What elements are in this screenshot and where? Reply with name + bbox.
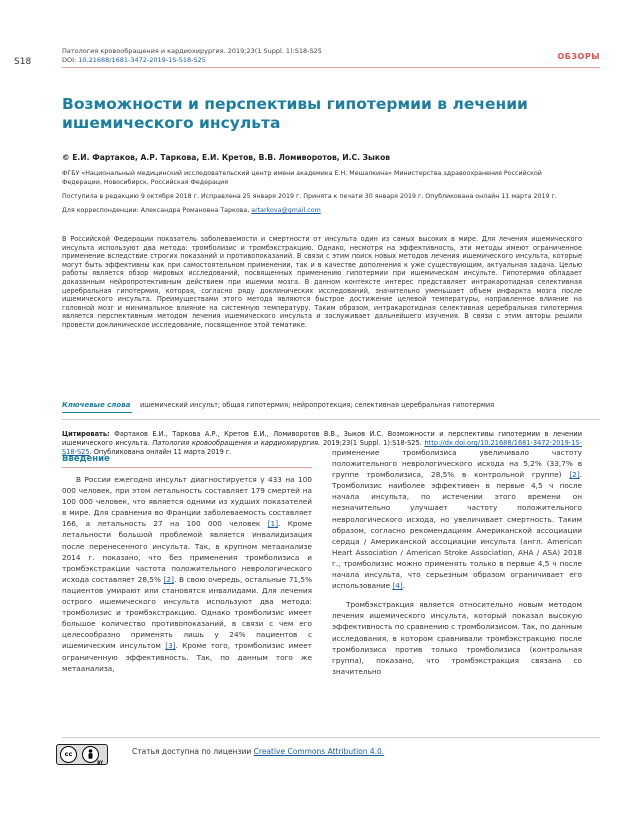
abstract: В Российской Федерации показатель заболеваемости и смертности от инсульта один из самых высоких в мире. Для лечения ишемического инсульта используют два метода: тромболизис и тромбэкстракцию. Однако, несмотря на эффективность, эти методы имеют ограниченное применение вследствие строгих показаний и противопоказаний. В связи с этим поиск новых методов лечения ишемического инсульта, которые могут быть эффективны как при самостоятельном применении, так и в качестве дополнения к уже существующим, актуальная задача. Целью работы является обзор мировых исследований, посвященных применению гипотермии при ишемическом инсульте. Гипотермия обладает доказанным нейропротективным действием при ишемии мозга. В данном контексте интерес представляет интракаротидная селективная церебральная гипотермия, которая, согласно ряду доклинических исследований, значительно уменьшает объем инфаркта мозга после ишемического инсульта. Преимуществами этого метода являются быстрое достижение целевой температуры, направленное влияние на головной мозг и минимальное влияние на системную температуру. Таким образом, интракаротидная селективная церебральная гипотермия является перспективным методом лечения ишемического инсульта и заслуживает дальнейшего изучения. В связи с этим авторы решили провести доклиническое исследование, посвященное этой тематике. (62, 235, 582, 329)
footer-divider (62, 737, 600, 738)
license-text: Статья доступна по лицензии (132, 747, 254, 756)
doi-line (62, 56, 322, 65)
intro-heading: Введение (62, 454, 110, 464)
article-dates: Поступила в редакцию 9 октября 2018 г. Исправлена 25 января 2019 г. Принята к печати 30 января 2019 г. Опубликована онлайн 11 марта 2019 г. (62, 193, 557, 200)
page-number: S18 (14, 57, 32, 67)
cc-by-license-badge[interactable] (56, 744, 108, 765)
doi-prefix: DOI: (62, 56, 79, 64)
abstract-divider (62, 419, 600, 420)
intro-paragraph-1: В России ежегодно инсульт диагностируется у 433 на 100 000 человек, при этом летальность составляет 179 смертей на 100 000 человек, что является одними из худших показателей в мире. Для сравнения во Франции заболеваемость составляет 166, а летальность 27 на 100 000 человек [1]. Кроме летальности большой проблемой является инвалидизация после перенесенного инсульта. Так, в крупном метаанализе 2014 г. показано, что без применения тромболизиса и тромбэкстракции частота положительного неврологического исхода составляет 28,5% [2]. В свою очередь, остальные 71,5% пациентов умирают или становятся инвалидами. Для лечения острого ишемического инсульта используют два метода: тромболизис и тромбэкстракцию. Однако тромболизис имеет большое количество противопоказаний, в связи с чем его целесообразно применять лишь у 24% пациентов с ишемическим инсультом [3]. Кроме того, тромболизис имеет ограниченную эффективность. Так, по данным того же метаанализа, (62, 475, 313, 673)
correspondence-email-link[interactable]: artarkova@gmail.com (251, 207, 321, 214)
body-column-left (62, 474, 312, 674)
ref-link-4[interactable]: [2] (569, 470, 580, 480)
cc-icon: cc (60, 746, 77, 763)
intro-paragraph-3: Тромбэкстракция является относительно новым методом лечения ишемического инсульта, который показал высокую эффективность по сравнению с тромболизисом. Так, по данным исследования, в котором сравнивали тромбэкстракцию после тромболизиса против только тромболизиса (контрольная группа), показано, что тромбэкстракция связана со значительно (332, 600, 582, 676)
ref-link-1[interactable]: [1] (267, 519, 279, 529)
citation-text: Фартаков Е.И., Таркова А.Р., Кретов Е.И., Ломиворотов В.В., Зыков И.С. Возможности и перспективы гипотермии в лечении ишемического инсульта. (62, 430, 582, 447)
by-label: BY (97, 760, 103, 765)
body-column-right (332, 447, 582, 677)
citation-journal: Патология кровообращения и кардиохирургия. (152, 439, 321, 447)
keywords-underline (62, 412, 132, 413)
citation-tail: . Опубликована онлайн 11 марта 2019 г. (89, 448, 232, 456)
intro-paragraph-2: применение тромболизиса увеличивало частоту положительного неврологического исхода на 5,2% (33,7% в группе тромболизиса, 28,5% в контрольной группе) [2]. Тромболизис наиболее эффективен в первые 4,5 ч после начала инсульта, по истечении этого времени он незначительно улучшает частоту положительного неврологического исхода, но увеличивает смертность. Таким образом, согласно рекомендациям Американской ассоциации сердца / Американской ассоциации инсульта (англ. American Heart Association / American Stroke Association, AHA / ASA) 2018 г., тромболизис можно применять только в первые 4,5 ч после начала инсульта, что серьезным образом ограничивает его использование [4]. (332, 448, 582, 591)
ref-link-3[interactable]: [3] (165, 641, 176, 651)
keywords-label: Ключевые слова (62, 401, 131, 409)
citation-issue: 2019;23(1 Suppl. 1):S18-S25. (320, 439, 425, 447)
doi-link[interactable]: 10.21688/1681-3472-2019-1S-S18-S25 (78, 56, 206, 64)
ref-link-5[interactable]: [4] (392, 581, 403, 591)
correspondence-label: Для корреспонденции: Александра Романовна Таркова, (62, 207, 252, 214)
journal-line: Патология кровообращения и кардиохирургия. 2019;23(1 Suppl. 1):S18-S25 (62, 47, 322, 55)
authors: © Е.И. Фартаков, А.Р. Таркова, Е.И. Кретов, В.В. Ломиворотов, И.С. Зыков (62, 153, 391, 162)
journal-citation-header (62, 47, 322, 65)
article-title: Возможности и перспективы гипотермии в лечении ишемического инсульта (62, 95, 528, 132)
citation-label: Цитировать: (62, 430, 110, 438)
header-divider (62, 67, 600, 68)
person-glyph-icon (83, 747, 98, 762)
intro-heading-underline (62, 467, 312, 468)
section-tag: ОБЗОРЫ (557, 52, 600, 61)
keywords (62, 401, 582, 413)
ref-link-2[interactable]: [2] (163, 574, 174, 584)
license-link[interactable]: Creative Commons Attribution 4.0. (253, 747, 385, 756)
correspondence (62, 207, 582, 214)
keywords-text: ишемический инсульт; общая гипотермия; нейропротекция; селективная церебральная гипотермия (140, 401, 495, 409)
license-notice (132, 747, 384, 756)
citation-doi-link[interactable]: http://dx.doi.org/10.21688/1681-3472-2019-1S-S18-S25 (62, 439, 582, 456)
affiliation: ФГБУ «Национальный медицинский исследовательский центр имени академика Е.Н. Мешалкина» Министерства здравоохранения Российской Федерации, Новосибирск, Российская Федерация (62, 170, 542, 186)
